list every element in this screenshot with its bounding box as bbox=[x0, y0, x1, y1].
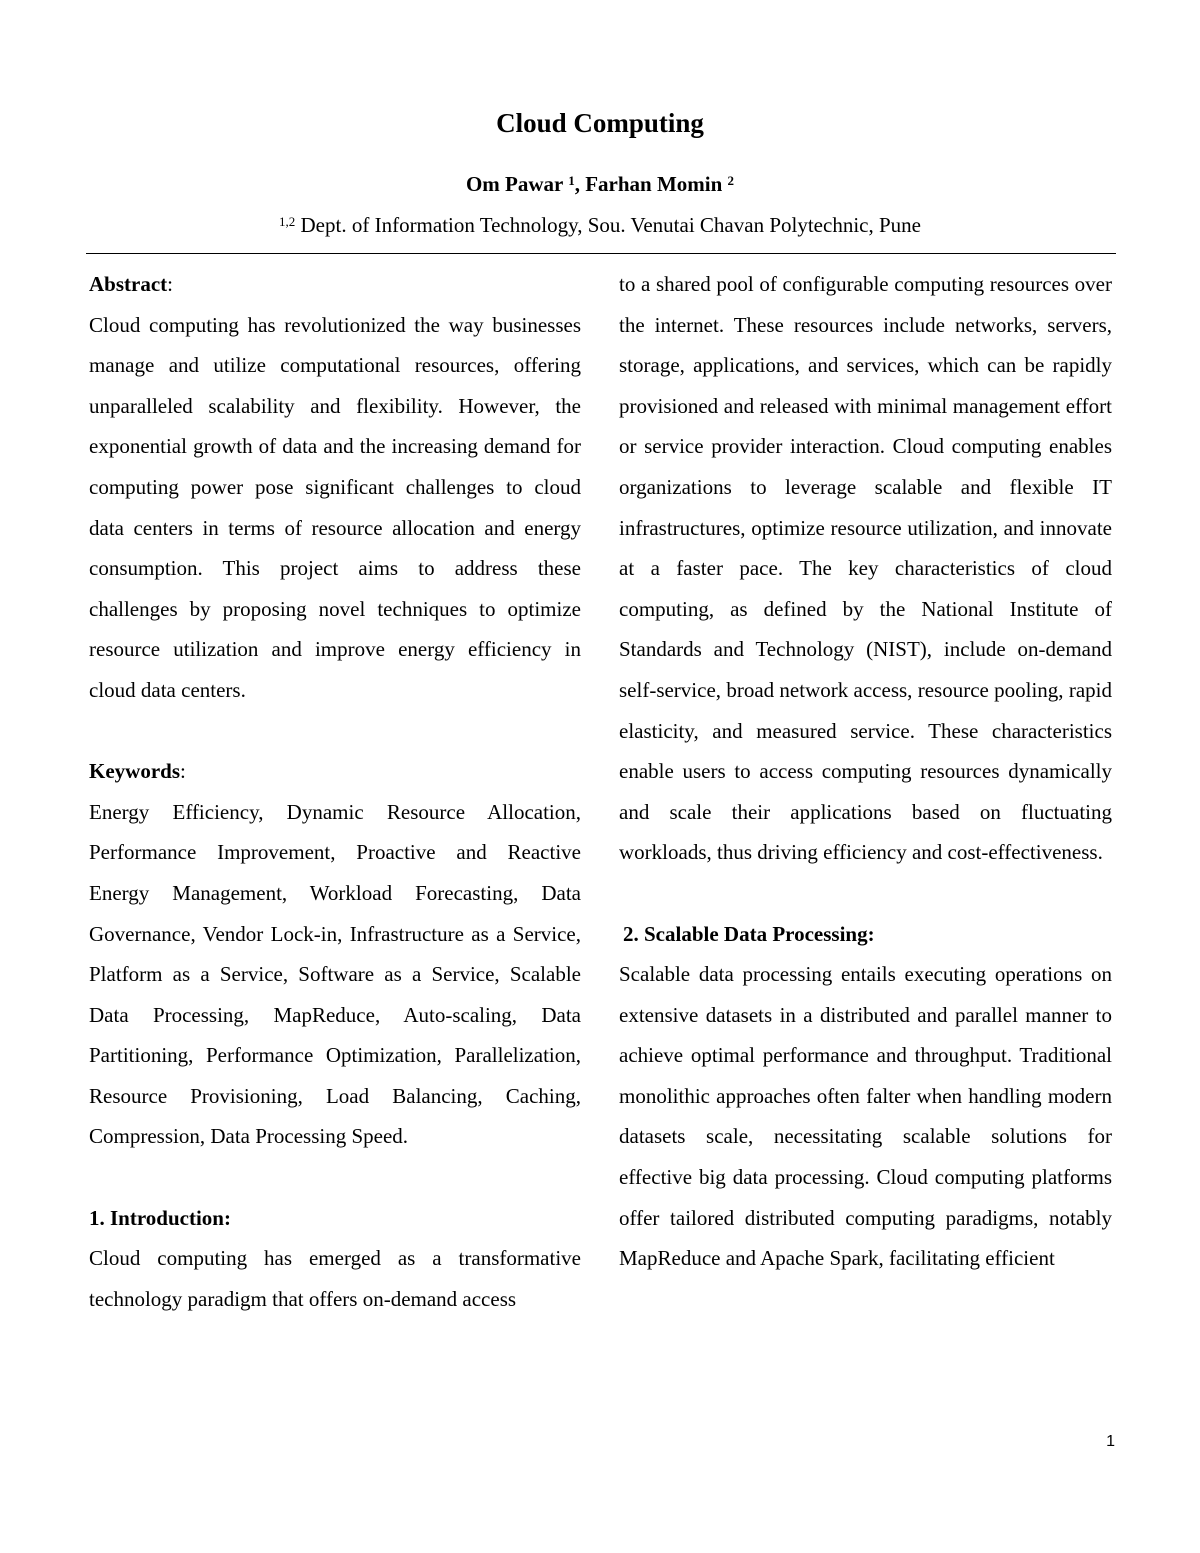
spacer bbox=[619, 873, 1112, 914]
author-2-name: Farhan Momin bbox=[585, 172, 723, 196]
author-line bbox=[0, 168, 1200, 200]
section-2-heading: 2. Scalable Data Processing: bbox=[623, 921, 875, 946]
abstract-heading bbox=[89, 264, 581, 305]
paper-title: Cloud Computing bbox=[496, 108, 704, 138]
keywords-text: Energy Efficiency, Dynamic Resource Allocation, Performance Improvement, Proactive and Reactive Energy Management, Workload Forecasting, Data Governance, Vendor Lock-in, Infrastructure as a Service, Platform as a Service, Software as a Service, Scalable Data Processing, MapReduce, Auto-scaling, Data Partitioning, Performance Optimization, Parallelization, Resource Provisioning, Load Balancing, Caching, Compression, Data Processing Speed. bbox=[89, 799, 581, 1149]
author-separator: , bbox=[574, 172, 586, 196]
keywords-heading-label: Keywords bbox=[89, 759, 180, 784]
keywords-heading bbox=[89, 751, 581, 792]
author-2-superscript: 2 bbox=[727, 173, 735, 188]
author-1-superscript: 1 bbox=[568, 173, 575, 188]
introduction-heading: 1. Introduction: bbox=[89, 1205, 231, 1230]
introduction-text-left: Cloud computing has emerged as a transformative technology paradigm that offers on-demand access bbox=[89, 1246, 581, 1311]
left-column bbox=[89, 264, 581, 1319]
abstract-heading-colon: : bbox=[167, 272, 173, 296]
introduction-text-right: to a shared pool of configurable computing resources over the internet. These resources include networks, servers, storage, applications, and services, which can be rapidly provisioned and released with minimal management effort or service provider interaction. Cloud computing enables organizations to leverage scalable and flexible IT infrastructures, optimize resource utilization, and innovate at a faster pace. The key characteristics of cloud computing, as defined by the National Institute of Standards and Technology (NIST), include on-demand self-service, broad network access, resource pooling, rapid elasticity, and measured service. These characteristics enable users to access computing resources dynamically and scale their applications based on fluctuating workloads, thus driving efficiency and cost-effectiveness. bbox=[619, 272, 1112, 865]
spacer bbox=[89, 1157, 581, 1198]
header-divider bbox=[86, 253, 1116, 254]
affiliation-text: Dept. of Information Technology, Sou. Venutai Chavan Polytechnic, Pune bbox=[300, 213, 921, 237]
abstract-text: Cloud computing has revolutionized the way businesses manage and utilize computational resources, offering unparalleled scalability and flexibility. However, the exponential growth of data and the increasing demand for computing power pose significant challenges to cloud data centers in terms of resource allocation and energy consumption. This project aims to address these challenges by proposing novel techniques to optimize resource utilization and improve energy efficiency in cloud data centers. bbox=[89, 312, 581, 702]
affiliation-superscript: 1,2 bbox=[279, 214, 296, 229]
author-1-name: Om Pawar bbox=[465, 172, 563, 196]
keywords-heading-colon: : bbox=[180, 759, 186, 784]
page-number: 1 bbox=[1106, 1433, 1115, 1450]
right-column bbox=[619, 264, 1112, 1279]
section-2-text: Scalable data processing entails executing operations on extensive datasets in a distributed and parallel manner to achieve optimal performance and throughput. Traditional monolithic approaches often falter when handling modern datasets scale, necessitating scalable solutions for effective big data processing. Cloud computing platforms offer tailored distributed computing paradigms, notably MapReduce and Apache Spark, facilitating efficient bbox=[619, 962, 1112, 1271]
affiliation-line bbox=[0, 209, 1200, 241]
abstract-heading-label: Abstract bbox=[89, 272, 168, 296]
spacer bbox=[89, 711, 581, 752]
